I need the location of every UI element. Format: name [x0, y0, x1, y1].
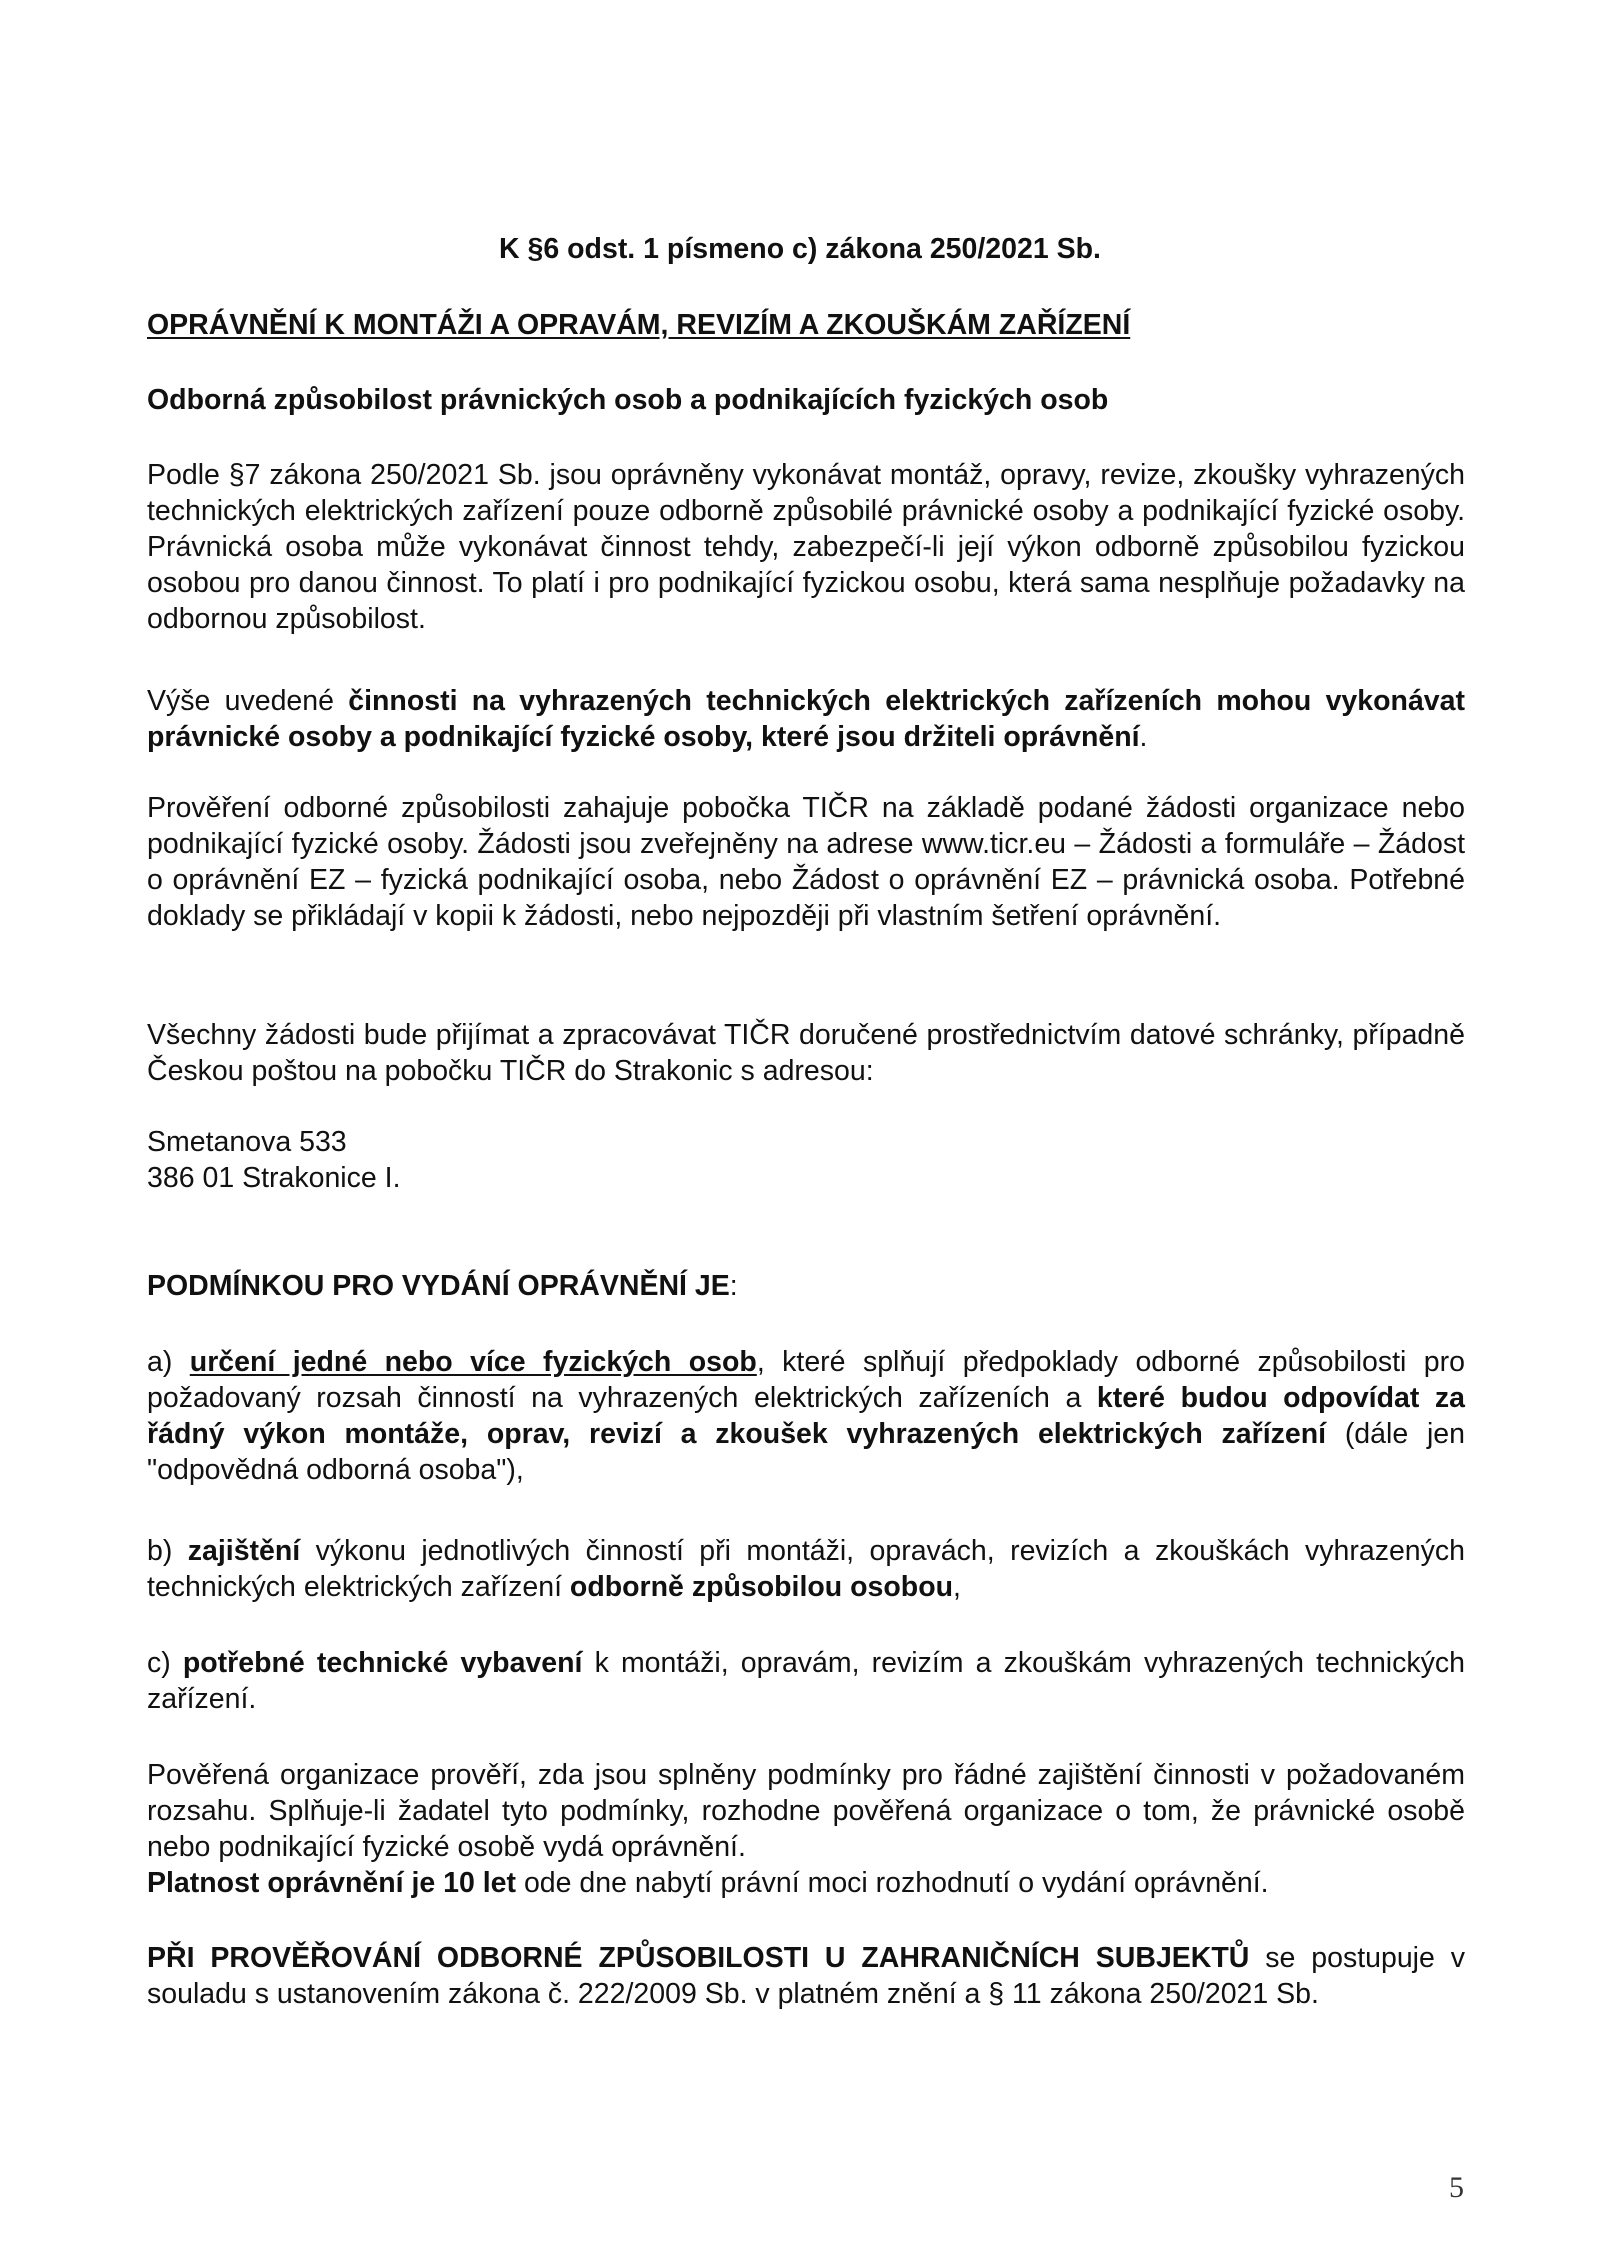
address-street: Smetanova 533 — [147, 1126, 347, 1158]
paragraph-activities: Výše uvedené činnosti na vyhrazených technických elektrických zařízeních mohou vykonávat právnické osoby a podnikající fyzické osoby, které jsou držiteli oprávnění. — [147, 685, 1465, 753]
paragraph-submission: Všechny žádosti bude přijímat a zpracovávat TIČR doručené prostřednictvím datové schránky, případně Českou poštou na pobočku TIČR do Strakonic s adresou: — [147, 1019, 1465, 1087]
paragraph-validity: Platnost oprávnění je 10 let ode dne nabytí právní moci rozhodnutí o vydání oprávnění. — [147, 1867, 1269, 1899]
section-title: OPRÁVNĚNÍ K MONTÁŽI A OPRAVÁM, REVIZÍM A ZKOUŠKÁM ZAŘÍZENÍ — [147, 309, 1131, 341]
address-block — [147, 1124, 1465, 1196]
paragraph-legal-basis: Podle §7 zákona 250/2021 Sb. jsou oprávněny vykonávat montáž, opravy, revize, zkoušky vyhrazených technických elektrických zařízení pouze odborně způsobilé právnické osoby a podnikající fyzické osoby. Právnická osoba může vykonávat činnost tehdy, zabezpečí-li její výkon odborně způsobilou fyzickou osobou pro danou činnost. To platí i pro podnikající fyzickou osobu, která sama nesplňuje požadavky na odbornou způsobilost. — [147, 459, 1465, 635]
paragraph-verification: Prověření odborné způsobilosti zahajuje pobočka TIČR na základě podané žádosti organizace nebo podnikající fyzické osoby. Žádosti jsou zveřejněny na adrese www.ticr.eu – Žádosti a formuláře – Žádost o oprávnění EZ – fyzická podnikající osoba, nebo Žádost o oprávnění EZ – právnická osoba. Potřebné doklady se přikládají v kopii k žádosti, nebo nejpozději při vlastním šetření oprávnění. — [147, 792, 1465, 932]
condition-item-a: a) určení jedné nebo více fyzických osob, které splňují předpoklady odborné způsobilosti pro požadovaný rozsah činností na vyhrazených elektrických zařízeních a které budou odpovídat za řádný výkon montáže, oprav, revizí a zkoušek vyhrazených elektrických zařízení (dále jen "odpovědná odborná osoba"), — [147, 1346, 1465, 1486]
conditions-heading: PODMÍNKOU PRO VYDÁNÍ OPRÁVNĚNÍ JE: — [147, 1270, 738, 1302]
paragraph-decision: Pověřená organizace prověří, zda jsou splněny podmínky pro řádné zajištění činnosti v požadovaném rozsahu. Splňuje-li žadatel tyto podmínky, rozhodne pověřená organizace o tom, že právnické osobě nebo podnikající fyzické osobě vydá oprávnění. — [147, 1759, 1465, 1863]
page-number: 5 — [1449, 2171, 1464, 2204]
paragraph-foreign-subjects: PŘI PROVĚŘOVÁNÍ ODBORNÉ ZPŮSOBILOSTI U ZAHRANIČNÍCH SUBJEKTŮ se postupuje v souladu s ustanovením zákona č. 222/2009 Sb. v platném znění a § 11 zákona 250/2021 Sb. — [147, 1942, 1465, 2010]
page-heading: K §6 odst. 1 písmeno c) zákona 250/2021 Sb. — [499, 233, 1101, 265]
condition-item-c: c) potřebné technické vybavení k montáži, opravám, revizím a zkouškám vyhrazených technických zařízení. — [147, 1647, 1465, 1715]
condition-item-b: b) zajištění výkonu jednotlivých činností při montáži, opravách, revizích a zkouškách vyhrazených technických elektrických zařízení odborně způsobilou osobou, — [147, 1535, 1465, 1603]
address-city: 386 01 Strakonice I. — [147, 1162, 401, 1194]
section-subtitle: Odborná způsobilost právnických osob a podnikajících fyzických osob — [147, 384, 1109, 416]
